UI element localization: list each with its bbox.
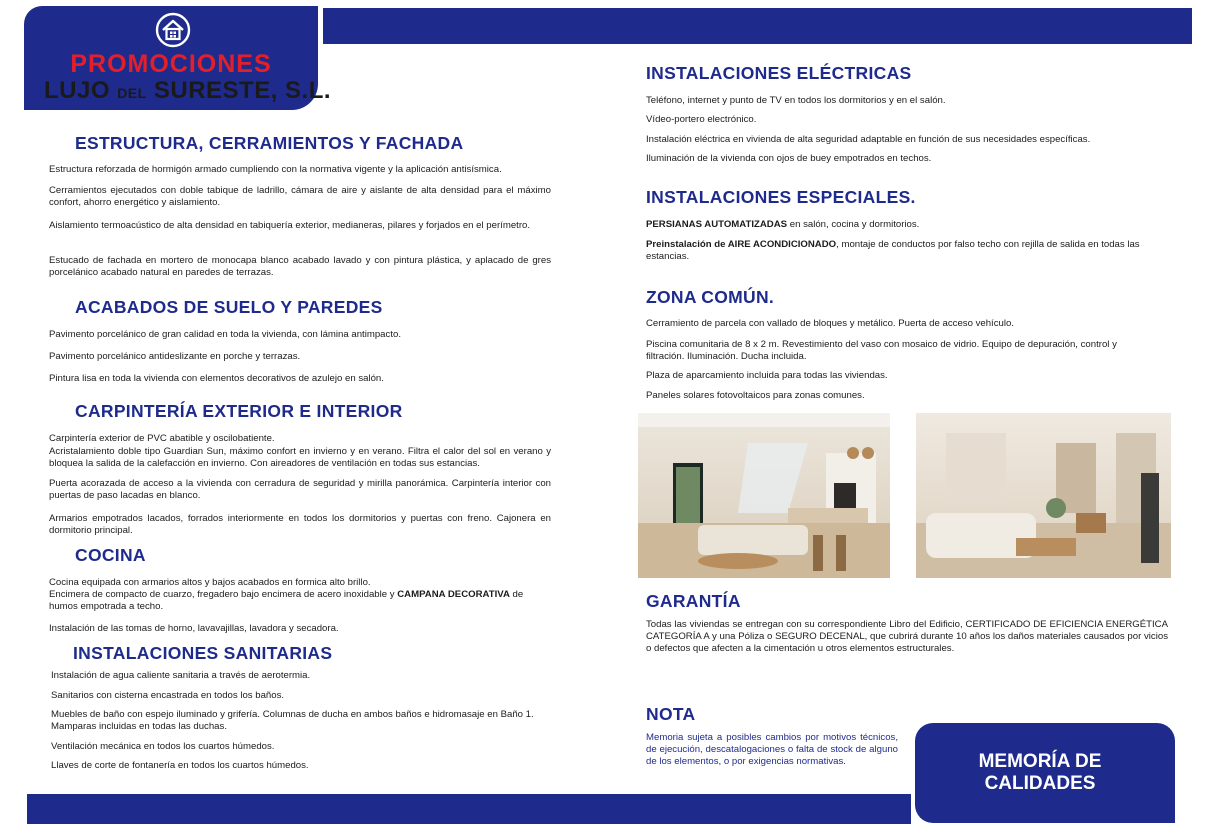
electricas-text-3: Instalación eléctrica en vivienda de alta seguridad adaptable en función de sus necesidades específicas. bbox=[646, 134, 1091, 145]
section-title-estructura: ESTRUCTURA, CERRAMIENTOS Y FACHADA bbox=[75, 133, 464, 153]
sanitarias-text-4: Ventilación mecánica en todos los cuartos húmedos. bbox=[51, 741, 275, 752]
especiales-text-1: PERSIANAS AUTOMATIZADAS en salón, cocina y dormitorios. bbox=[646, 219, 920, 230]
logo-title: PROMOCIONES bbox=[70, 50, 272, 78]
sanitarias-text-2: Sanitarios con cisterna encastrada en todos los baños. bbox=[51, 690, 285, 701]
garantia-text: Todas las viviendas se entregan con su correspondiente Libro del Edificio, CERTIFICADO DE EFICIENCIA ENERGÉTICA CATEGORÍA A y una Póliza o SEGURO DECENAL, que cubrirá durante 10 años los daños materiales causados por vicios o defectos que afecten a la cimentación u otros elementos estructurales. bbox=[646, 619, 1168, 654]
cocina-text-2: Encimera de compacto de cuarzo, fregadero bajo encimera de acero inoxidable y CAMPANA DECORATIVA de humos empotrada a techo. bbox=[49, 589, 524, 612]
section-title-cocina: COCINA bbox=[75, 545, 146, 565]
carpinteria-text-2: Acristalamiento doble tipo Guardian Sun, máximo confort en invierno y en verano. Filtra el calor del sol en verano y bloquea la salida de la calefacción en invierno. Con aireadores de ventilación en todas sus estancias. bbox=[49, 446, 551, 469]
estructura-text-2: Cerramientos ejecutados con doble tabique de ladrillo, cámara de aire y aislante de alta densidad para el máximo confort, ahorro energético y aislamiento. bbox=[49, 185, 551, 208]
section-title-nota: NOTA bbox=[646, 704, 696, 724]
cocina-text-1: Cocina equipada con armarios altos y bajos acabados en formica alto brillo. bbox=[49, 577, 371, 588]
carpinteria-text-3: Puerta acorazada de acceso a la vivienda con cerradura de seguridad y mirilla panorámica. Carpintería interior con puertas de paso lacadas en blanco. bbox=[49, 478, 551, 501]
acabados-text-2: Pavimento porcelánico antideslizante en porche y terrazas. bbox=[49, 351, 301, 362]
carpinteria-text-4: Armarios empotrados lacados, forrados interiormente en todos los dormitorios y puertas con freno. Cajonera en dormitorio principal. bbox=[49, 513, 551, 536]
living-room-photo bbox=[916, 413, 1171, 578]
estructura-text-1: Estructura reforzada de hormigón armado cumpliendo con la normativa vigente y la aplicación antisísmica. bbox=[49, 164, 502, 175]
acabados-text-1: Pavimento porcelánico de gran calidad en toda la vivienda, con lámina antimpacto. bbox=[49, 329, 401, 340]
sanitarias-text-3: Muebles de baño con espejo iluminado y grifería. Columnas de ducha en ambos baños e hidromasaje en Baño 1. Mamparas incluidas en todas las duchas. bbox=[51, 709, 534, 732]
house-icon bbox=[155, 12, 191, 48]
section-title-sanitarias: INSTALACIONES SANITARIAS bbox=[73, 643, 333, 663]
cocina-text-3: Instalación de las tomas de horno, lavavajillas, lavadora y secadora. bbox=[49, 623, 339, 634]
electricas-text-1: Teléfono, internet y punto de TV en todos los dormitorios y en el salón. bbox=[646, 95, 946, 106]
nota-text: Memoria sujeta a posibles cambios por motivos técnicos, de ejecución, descatalogaciones o falta de stock de alguno de los elementos, o por exigencias normativas. bbox=[646, 732, 898, 767]
zona-text-3: Plaza de aparcamiento incluida para todas las viviendas. bbox=[646, 370, 888, 381]
section-title-carpinteria: CARPINTERÍA EXTERIOR E INTERIOR bbox=[75, 401, 403, 421]
memoria-badge-title: MEMORÍA DE CALIDADES bbox=[978, 751, 1102, 794]
section-title-acabados: ACABADOS DE SUELO Y PAREDES bbox=[75, 297, 383, 317]
kitchen-living-photo bbox=[638, 413, 890, 578]
estructura-text-4: Estucado de fachada en mortero de monocapa blanco acabado lavado y con pintura plástica, y aplacado de gres porcelánico acabado natural en paredes de terrazas. bbox=[49, 255, 551, 278]
bottom-banner-bar bbox=[27, 794, 911, 824]
section-title-especiales: INSTALACIONES ESPECIALES. bbox=[646, 187, 916, 207]
top-banner-bar bbox=[323, 8, 1192, 44]
sanitarias-text-1: Instalación de agua caliente sanitaria a través de aerotermia. bbox=[51, 670, 311, 681]
zona-text-4: Paneles solares fotovoltaicos para zonas comunes. bbox=[646, 390, 865, 401]
electricas-text-2: Vídeo-portero electrónico. bbox=[646, 114, 757, 125]
zona-text-2: Piscina comunitaria de 8 x 2 m. Revestimiento del vaso con mosaico de vidrio. Equipo de depuración, control y filtración. Iluminación. Ducha incluida. bbox=[646, 339, 1117, 362]
electricas-text-4: Iluminación de la vivienda con ojos de buey empotrados en techos. bbox=[646, 153, 932, 164]
sanitarias-text-5: Llaves de corte de fontanería en todos los cuartos húmedos. bbox=[51, 760, 309, 771]
acabados-text-3: Pintura lisa en toda la vivienda con elementos decorativos de azulejo en salón. bbox=[49, 373, 384, 384]
especiales-text-2: Preinstalación de AIRE ACONDICIONADO, montaje de conductos por falso techo con rejilla de salida en todas las estancias. bbox=[646, 239, 1140, 262]
zona-text-1: Cerramiento de parcela con vallado de bloques y metálico. Puerta de acceso vehículo. bbox=[646, 318, 1014, 329]
section-title-garantia: GARANTÍA bbox=[646, 591, 741, 611]
logo-subtitle: LUJO DEL SURESTE, S.L. bbox=[44, 77, 332, 104]
section-title-electricas: INSTALACIONES ELÉCTRICAS bbox=[646, 63, 912, 83]
carpinteria-text-1: Carpintería exterior de PVC abatible y oscilobatiente. bbox=[49, 433, 275, 444]
section-title-zona-comun: ZONA COMÚN. bbox=[646, 287, 775, 307]
estructura-text-3: Aislamiento termoacústico de alta densidad en tabiquería exterior, medianeras, pilares y forjados en el perímetro. bbox=[49, 220, 531, 231]
